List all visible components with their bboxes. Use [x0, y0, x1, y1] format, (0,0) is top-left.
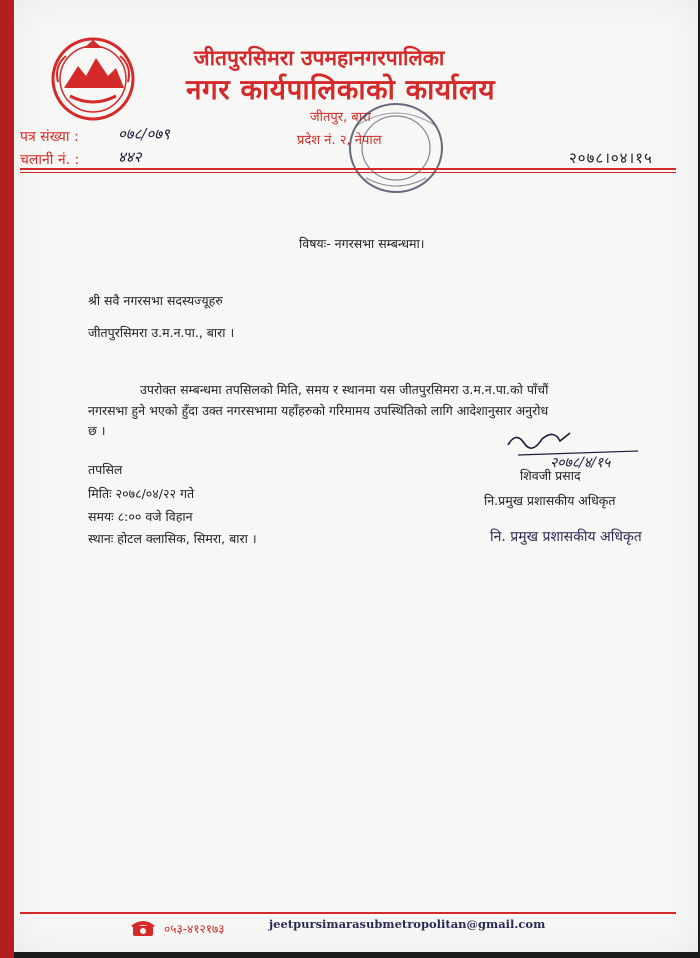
letter-subject: विषयः- नगरसभा सम्बन्धमा।: [299, 236, 425, 251]
municipality-name: जीतपुरसिमरा उपमहानगरपालिका: [194, 46, 445, 70]
signatory-name: शिवजी प्रसाद: [520, 468, 581, 483]
address-line-1: जीतपुर, बारा: [310, 110, 371, 125]
letter-page: [14, 0, 698, 952]
footer-phone: ०५३-४१२१७३: [164, 922, 225, 936]
header-divider: [20, 168, 676, 170]
phone-icon: [130, 918, 156, 938]
address-line-2: प्रदेश नं. २, नेपाल: [297, 133, 382, 148]
meeting-time: समयः ८:०० वजे विहान: [88, 509, 193, 524]
body-paragraph-line-3: छ ।: [88, 423, 106, 438]
reference-number-label: पत्र संख्या :: [20, 129, 79, 145]
body-paragraph-line-1: उपरोक्त सम्बन्धमा तपसिलको मिति, समय र स्थानमा यस जीतपुरसिमरा उ.म.न.पा.को पाँचौं: [140, 382, 549, 397]
svg-text:२०७८/४/१५: २०७८/४/१५: [550, 455, 611, 471]
header-divider-thin: [20, 172, 676, 173]
body-paragraph-line-2: नगरसभा हुने भएको हुँदा उक्त नगरसभामा यहाँहरुको गरिमामय उपस्थितिको लागि आदेशानुसार अनुरोध: [88, 403, 549, 418]
meeting-date: मितिः २०७८/०४/२२ गते: [88, 486, 195, 501]
dispatch-number-value: ४४२: [118, 148, 142, 166]
meeting-venue: स्थानः होटल क्लासिक, सिमरा, बारा ।: [88, 531, 257, 546]
letter-date: २०७८।०४।१५: [569, 149, 653, 167]
handwritten-signature: [498, 425, 648, 473]
reference-number-value: ०७८/०७९: [118, 125, 170, 143]
dispatch-number-label: चलानी नं. :: [20, 152, 80, 168]
designation-stamp: नि. प्रमुख प्रशासकीय अधिकृत: [490, 529, 642, 545]
details-heading: तपसिल: [88, 462, 123, 477]
page-edge: [0, 0, 14, 958]
footer-email: jeetpursimarasubmetropolitan@gmail.com: [269, 917, 546, 931]
office-name: नगर कार्यपालिकाको कार्यालय: [186, 73, 496, 106]
recipient-line-1: श्री सवै नगरसभा सदस्यज्यूहरु: [88, 293, 223, 308]
nepal-emblem-icon: [50, 36, 136, 122]
office-seal-stamp: [296, 98, 446, 208]
signatory-title: नि.प्रमुख प्रशासकीय अधिकृत: [484, 493, 616, 508]
recipient-line-2: जीतपुरसिमरा उ.म.न.पा., बारा ।: [88, 325, 235, 340]
footer-divider: [20, 912, 676, 914]
